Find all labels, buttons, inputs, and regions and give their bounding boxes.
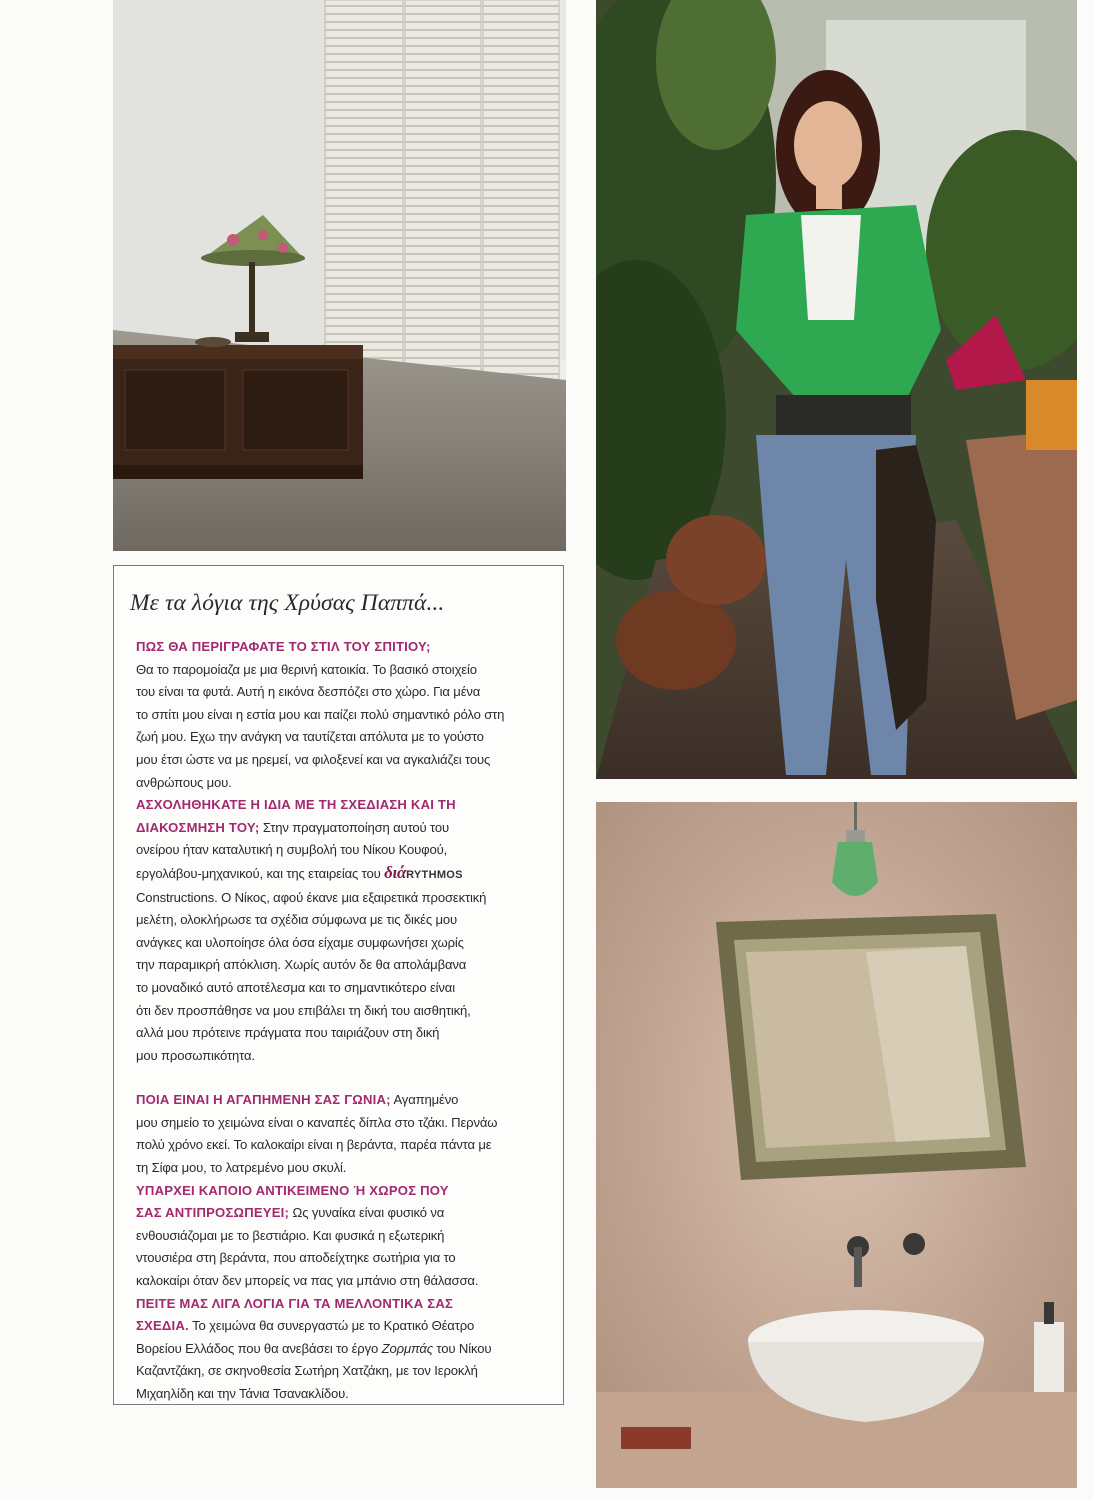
answer-4-start: Ως γυναίκα είναι φυσικό να [289, 1205, 445, 1221]
answer-4-line: καλοκαίρι όταν δεν μπορείς να πας για μπάνιο στη θάλασσα. [136, 1273, 479, 1289]
question-5-cont: ΣΧΕΔΙΑ. [136, 1318, 189, 1334]
box-title: Με τα λόγια της Χρύσας Παππά... [130, 590, 445, 616]
diarythmos-logo: διά [384, 862, 407, 882]
answer-4-line: ντουσιέρα στη βεράντα, που αποδείχτηκε σωτήρια για το [136, 1250, 456, 1266]
answer-4-line: ενθουσιάζομαι με το βεστιάριο. Και φυσικά η εξωτερική [136, 1227, 445, 1243]
answer-3-line: πολύ χρόνο εκεί. Το καλοκαίρι είναι η βεράντα, παρέα πάντα με [136, 1137, 492, 1153]
answer-5-text: του Νίκου [432, 1340, 492, 1356]
paragraph-gap [136, 1067, 556, 1089]
answer-3-line [136, 1089, 556, 1112]
answer-2-line: Constructions. Ο Νίκος, αφού έκανε μια εξαιρετικά προσεκτική [136, 889, 487, 905]
interview-text [136, 636, 556, 1406]
answer-2-text: εργολάβου-μηχανικού, και της εταιρείας του [136, 865, 385, 881]
answer-2-line: ανάγκες και υλοποίησε όλα όσα είχαμε συμφωνήσει χωρίς [136, 934, 464, 950]
answer-1-line: ζωή μου. Εχω την ανάγκη να ταυτίζεται απόλυτα με το γούστο [136, 729, 484, 745]
answer-2-line [136, 817, 556, 840]
answer-2-line: ονείρου ήταν καταλυτική η συμβολή του Νίκου Κουφού, [136, 842, 448, 858]
answer-1-line: ανθρώπους μου. [136, 774, 232, 790]
question-4: ΥΠΑΡΧΕΙ ΚΑΠΟΙΟ ΑΝΤΙΚΕΙΜΕΝΟ Ή ΧΩΡΟΣ ΠΟΥ [136, 1182, 449, 1198]
answer-2-line: αλλά μου πρότεινε πράγματα που ταιριάζουν στη δική [136, 1025, 440, 1041]
answer-2-line [136, 862, 556, 887]
answer-2-start: Στην πραγματοποίηση αυτού του [259, 819, 450, 835]
portrait-photo [596, 0, 1077, 779]
bathroom-photo [596, 802, 1077, 1488]
question-3: ΠΟΙΑ ΕΙΝΑΙ Η ΑΓΑΠΗΜΕΝΗ ΣΑΣ ΓΩΝΙΑ; [136, 1092, 391, 1108]
answer-5-line: Καζαντζάκη, σε σκηνοθεσία Σωτήρη Χατζάκη, με τον Ιεροκλή [136, 1363, 478, 1379]
answer-2-line: την παραμικρή απόκλιση. Χωρίς αυτόν δε θα απολάμβανα [136, 957, 467, 973]
question-5: ΠΕΙΤΕ ΜΑΣ ΛΙΓΑ ΛΟΓΙΑ ΓΙΑ ΤΑ ΜΕΛΛΟΝΤΙΚΑ ΣΑΣ [136, 1295, 454, 1311]
answer-1-line: του είναι τα φυτά. Αυτή η εικόνα δεσπόζει στο χώρο. Για μένα [136, 684, 481, 700]
answer-5-start: Το χειμώνα θα συνεργαστώ με το Κρατικό Θέατρο [188, 1318, 475, 1334]
answer-1-line: μου έτσι ώστε να με ηρεμεί, να φιλοξενεί και να αγκαλιάζει τους [136, 751, 491, 767]
question-2-cont: ΔΙΑΚΟΣΜΗΣΗ ΤΟΥ; [136, 819, 260, 835]
answer-5-line [136, 1338, 556, 1361]
question-2: ΑΣΧΟΛΗΘΗΚΑΤΕ Η ΙΔΙΑ ΜΕ ΤΗ ΣΧΕΔΙΑΣΗ ΚΑΙ ΤΗ [136, 797, 456, 813]
answer-2-line: μου προσωπικότητα. [136, 1047, 255, 1063]
answer-2-line: το μοναδικό αυτό αποτέλεσμα και το σημαντικότερο είναι [136, 979, 455, 995]
answer-1-line: Θα το παρομοίαζα με μια θερινή κατοικία. Το βασικό στοιχείο [136, 661, 477, 677]
interview-box [113, 565, 564, 1405]
interior-photo-icon [113, 0, 566, 551]
answer-3-line: μου σημείο το χειμώνα είναι ο καναπές δίπλα στο τζάκι. Περνάω [136, 1114, 498, 1130]
question-1: ΠΩΣ ΘΑ ΠΕΡΙΓΡΑΦΑΤΕ ΤΟ ΣΤΙΛ ΤΟΥ ΣΠΙΤΙΟΥ; [136, 639, 431, 654]
answer-3-line: τη Σίφα μου, το λατρεμένο μου σκυλί. [136, 1160, 347, 1176]
portrait-photo-icon [596, 0, 1077, 779]
answer-3-start: Αγαπημένο [390, 1092, 459, 1108]
play-title: Ζορμπάς [381, 1340, 433, 1356]
answer-4-line [136, 1202, 556, 1225]
answer-5-line: Μιχαηλίδη και την Τάνια Τσανακλίδου. [136, 1386, 349, 1401]
answer-5-line [136, 1315, 556, 1338]
answer-2-line: μελέτη, ολοκλήρωσε τα σχέδια σύμφωνα με τις δικές μου [136, 912, 458, 928]
answer-2-line: ότι δεν προσπάθησε να μου επιβάλει τη δική του αισθητική, [136, 1002, 471, 1018]
interior-photo [113, 0, 566, 551]
answer-1-line: το σπίτι μου είναι η εστία μου και παίζει πολύ σημαντικό ρόλο στη [136, 706, 505, 722]
question-4-cont: ΣΑΣ ΑΝΤΙΠΡΟΣΩΠΕΥΕΙ; [136, 1205, 290, 1221]
diarythmos-logo-caps: RYTHMOS [406, 868, 463, 881]
bathroom-photo-icon [596, 802, 1077, 1488]
answer-5-text: Βορείου Ελλάδος που θα ανεβάσει το έργο [136, 1340, 382, 1356]
